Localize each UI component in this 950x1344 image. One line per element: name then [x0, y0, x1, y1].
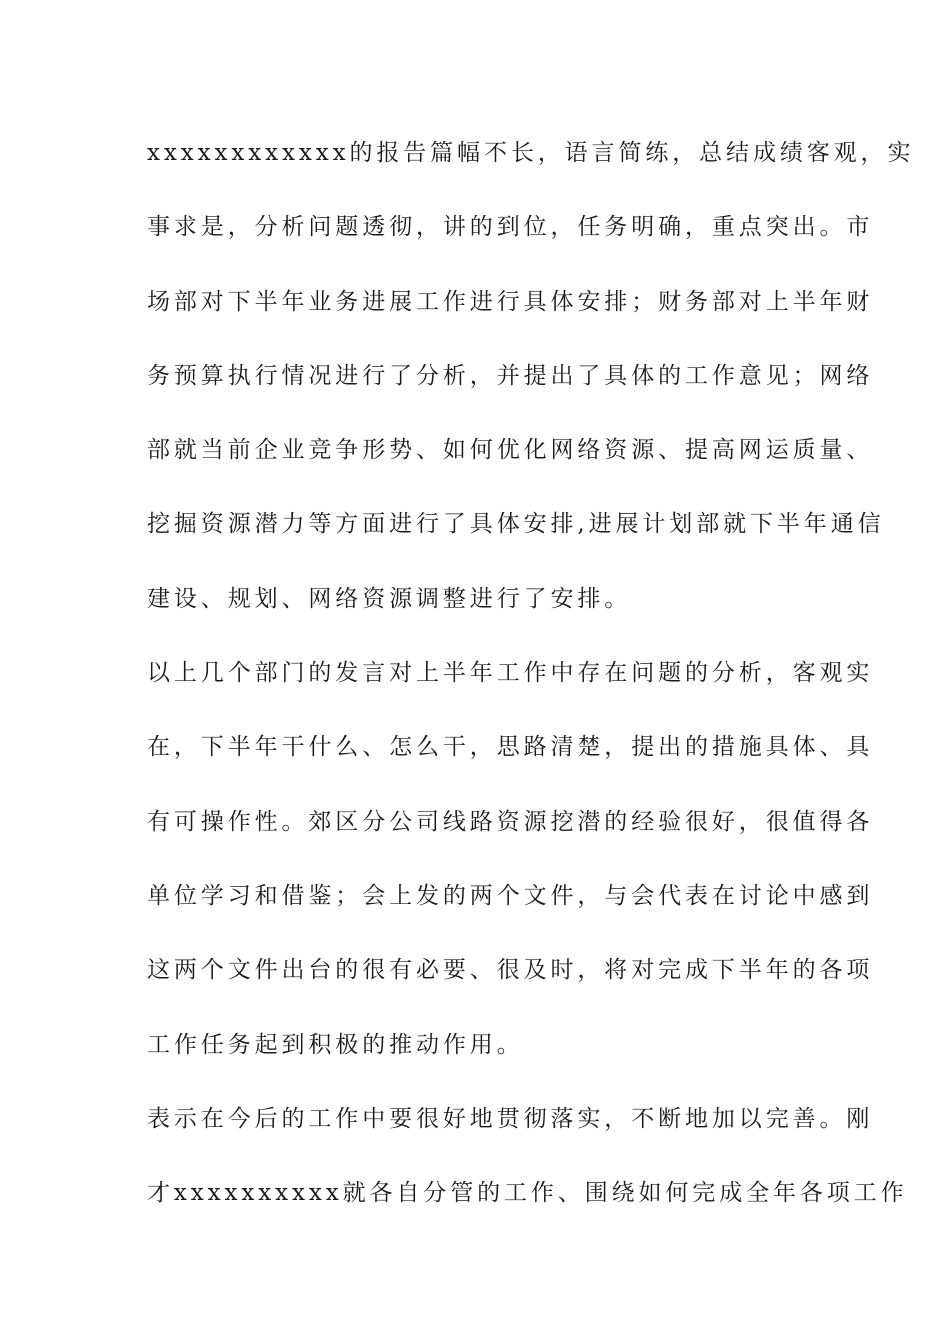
text-line: 有可操作性。郊区分公司线路资源挖潜的经验很好，很值得各 [147, 808, 874, 835]
text-line: 事求是，分析问题透彻，讲的到位，任务明确，重点突出。市 [147, 214, 874, 241]
text-line: 才xxxxxxxxxx就各自分管的工作、围绕如何完成全年各项工作 [147, 1180, 908, 1207]
document-body [147, 128, 915, 1242]
text-line: 表示在今后的工作中要很好地贯彻落实，不断地加以完善。刚 [147, 1105, 874, 1132]
paragraph-2 [147, 648, 874, 1094]
text-line: 场部对下半年业务进展工作进行具体安排；财务部对上半年财 [147, 288, 874, 315]
text-line: 务预算执行情况进行了分析，并提出了具体的工作意见；网络 [147, 362, 874, 389]
paragraph-1 [147, 128, 915, 648]
text-line: 这两个文件出台的很有必要、很及时，将对完成下半年的各项 [147, 957, 874, 984]
text-line: 挖掘资源潜力等方面进行了具体安排,进展计划部就下半年通信 [147, 511, 885, 538]
text-line: 在，下半年干什么、怎么干，思路清楚，提出的措施具体、具 [147, 734, 874, 761]
text-line: 以上几个部门的发言对上半年工作中存在问题的分析，客观实 [147, 660, 874, 687]
text-line: xxxxxxxxxxxx的报告篇幅不长，语言简练，总结成绩客观，实 [147, 140, 915, 166]
text-line: 单位学习和借鉴；会上发的两个文件，与会代表在讨论中感到 [147, 882, 874, 909]
text-line: 工作任务起到积极的推动作用。 [147, 1031, 524, 1058]
text-line: 部就当前企业竞争形势、如何优化网络资源、提高网运质量、 [147, 437, 874, 464]
text-line: 建设、规划、网络资源调整进行了安排。 [147, 585, 632, 612]
paragraph-3 [147, 1094, 908, 1243]
